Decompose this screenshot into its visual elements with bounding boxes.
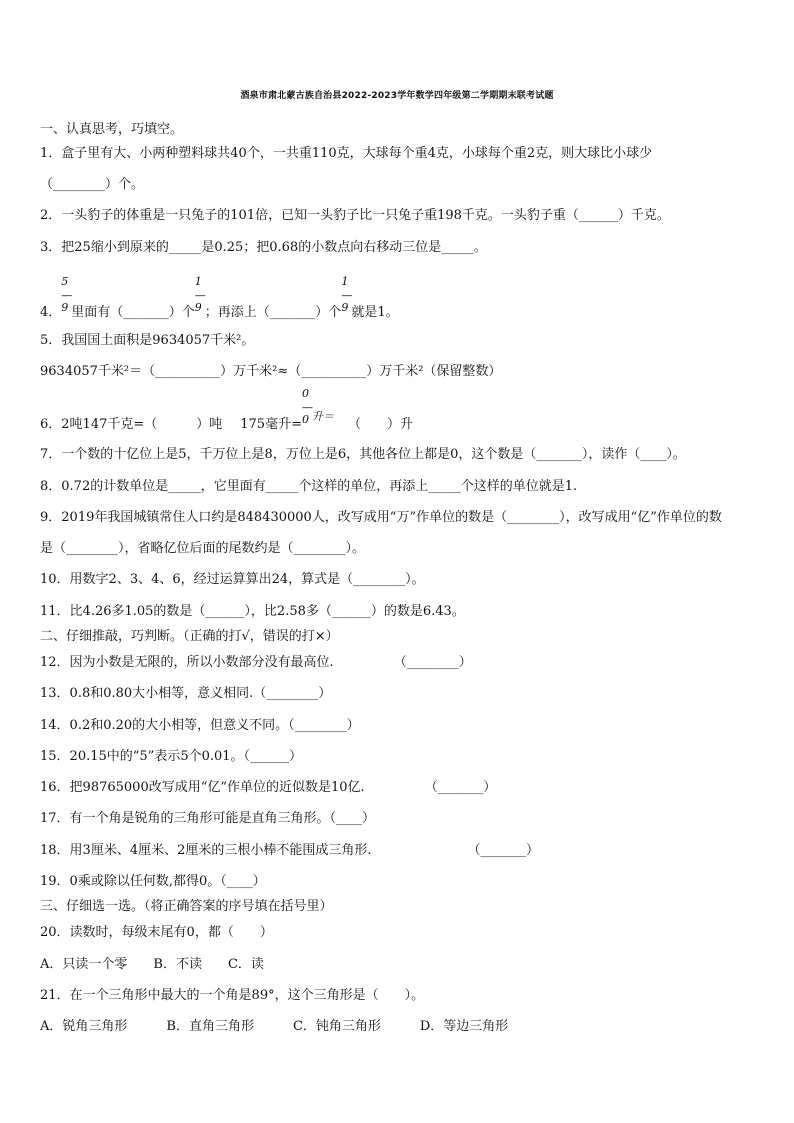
fraction-numerator: 1 [194, 275, 202, 288]
question-12-text: 12．因为小数是无限的，所以小数部分没有最高位. [40, 655, 334, 670]
page-title: 酒泉市肃北蒙古族自治县2022-2023学年数学四年级第二学期期末联考试题 [240, 91, 554, 101]
question-12-answer-blank: （________） [393, 655, 472, 670]
question-4 [40, 275, 399, 321]
question-6-part-1: 6．2吨147千克=（ ）吨 [40, 417, 223, 432]
section-1-heading: 一、认真思考，巧填空。 [40, 122, 184, 137]
fraction-denominator: 9 [61, 301, 69, 314]
question-18-text: 18．用3厘米、4厘米、2厘米的三根小棒不能围成三角形. [40, 843, 372, 858]
question-14: 14．0.2和0.20的大小相等，但意义不同。（________） [40, 718, 360, 733]
question-20-options: A．只读一个零 B．不读 C．读 [40, 957, 264, 972]
fraction-denominator: 9 [194, 301, 202, 314]
question-4-text-2: ；再添上（_______）个 [204, 305, 342, 320]
question-1-line-1: 1．盒子里有大、小两种塑料球共40个，一共重110克，大球每个重4克，小球每个重2克，则大球比小球少 [40, 146, 653, 161]
question-12 [40, 655, 472, 671]
fraction-unit: 升＝ [311, 410, 334, 423]
fraction-denominator: 0 [301, 413, 309, 426]
question-4-prefix: 4． [40, 305, 62, 320]
question-18 [40, 843, 539, 859]
question-16 [40, 780, 496, 796]
question-4-text-3: 就是1。 [351, 305, 399, 320]
question-10: 10．用数字2、3、4、6，经过运算算出24，算式是（________）。 [40, 572, 425, 587]
question-21: 21．在一个三角形中最大的一个角是89°，这个三角形是（ ）。 [40, 988, 425, 1003]
fraction-numerator: 1 [341, 275, 349, 288]
question-20: 20．读数时，每级末尾有0，都（ ） [40, 925, 273, 940]
question-3: 3．把25缩小到原来的_____是0.25；把0.68的小数点向右移动三位是_____。 [40, 240, 487, 255]
fraction-1-9: 1 — 9 [194, 275, 206, 314]
question-5-line-2: 9634057千米²＝（__________）万千米²≈（__________）万千米²（保留整数） [40, 364, 502, 379]
question-13: 13．0.8和0.80大小相等，意义相同.（________） [40, 686, 332, 701]
question-11: 11．比4.26多1.05的数是（______），比2.58多（______）的数是6.43。 [40, 604, 465, 619]
question-15: 15．20.15中的“5”表示5个0.01。（______） [40, 749, 303, 764]
question-6-part-3: （ ）升 [347, 417, 413, 432]
question-6 [40, 387, 413, 433]
question-2: 2．一头豹子的体重是一只兔子的101倍，已知一头豹子比一只兔子重198千克。一头豹子重（______）千克。 [40, 208, 670, 223]
question-8: 8．0.72的计数单位是_____，它里面有_____个这样的单位，再添上_____个这样的单位就是1. [40, 479, 578, 494]
question-21-options: A．锐角三角形 B．直角三角形 C．钝角三角形 D．等边三角形 [40, 1019, 509, 1034]
question-9-line-2: 是（________），省略亿位后面的尾数约是（________）。 [40, 541, 366, 556]
question-16-text: 16．把98765000改写成用“亿”作单位的近似数是10亿. [40, 780, 365, 795]
question-1-line-2: （________）个。 [40, 177, 145, 192]
question-7: 7．一个数的十亿位上是5，千万位上是8，万位上是6，其他各位上都是0，这个数是（_______），读作（____）。 [40, 447, 686, 462]
question-5-line-1: 5．我国国土面积是9634057千米²。 [40, 333, 255, 348]
question-19: 19．0乘或除以任何数,都得0。（____） [40, 874, 266, 889]
fraction-5-9: 5 — 9 [61, 275, 73, 314]
fraction-1-9: 1 — 9 [341, 275, 353, 314]
question-18-answer-blank: （_______） [467, 843, 540, 858]
question-16-answer-blank: （_______） [424, 780, 497, 795]
section-3-heading: 三、仔细选一选。（将正确答案的序号填在括号里） [40, 899, 333, 914]
fraction-0-0: 0 — 0 [301, 387, 313, 426]
question-17: 17．有一个角是锐角的三角形可能是直角三角形。（____） [40, 811, 376, 826]
fraction-numerator: 0 [301, 387, 309, 400]
fraction-denominator: 9 [341, 301, 349, 314]
fraction-numerator: 5 [61, 275, 69, 288]
question-6-part-2: 175毫升= [240, 417, 302, 432]
question-4-text-1: 里面有（_______）个 [71, 305, 195, 320]
section-2-heading: 二、仔细推敲，巧判断。（正确的打√，错误的打×） [40, 629, 339, 644]
question-9-line-1: 9．2019年我国城镇常住人口约是848430000人，改写成用“万”作单位的数是（________），改写成用“亿”作单位的数 [40, 510, 722, 525]
